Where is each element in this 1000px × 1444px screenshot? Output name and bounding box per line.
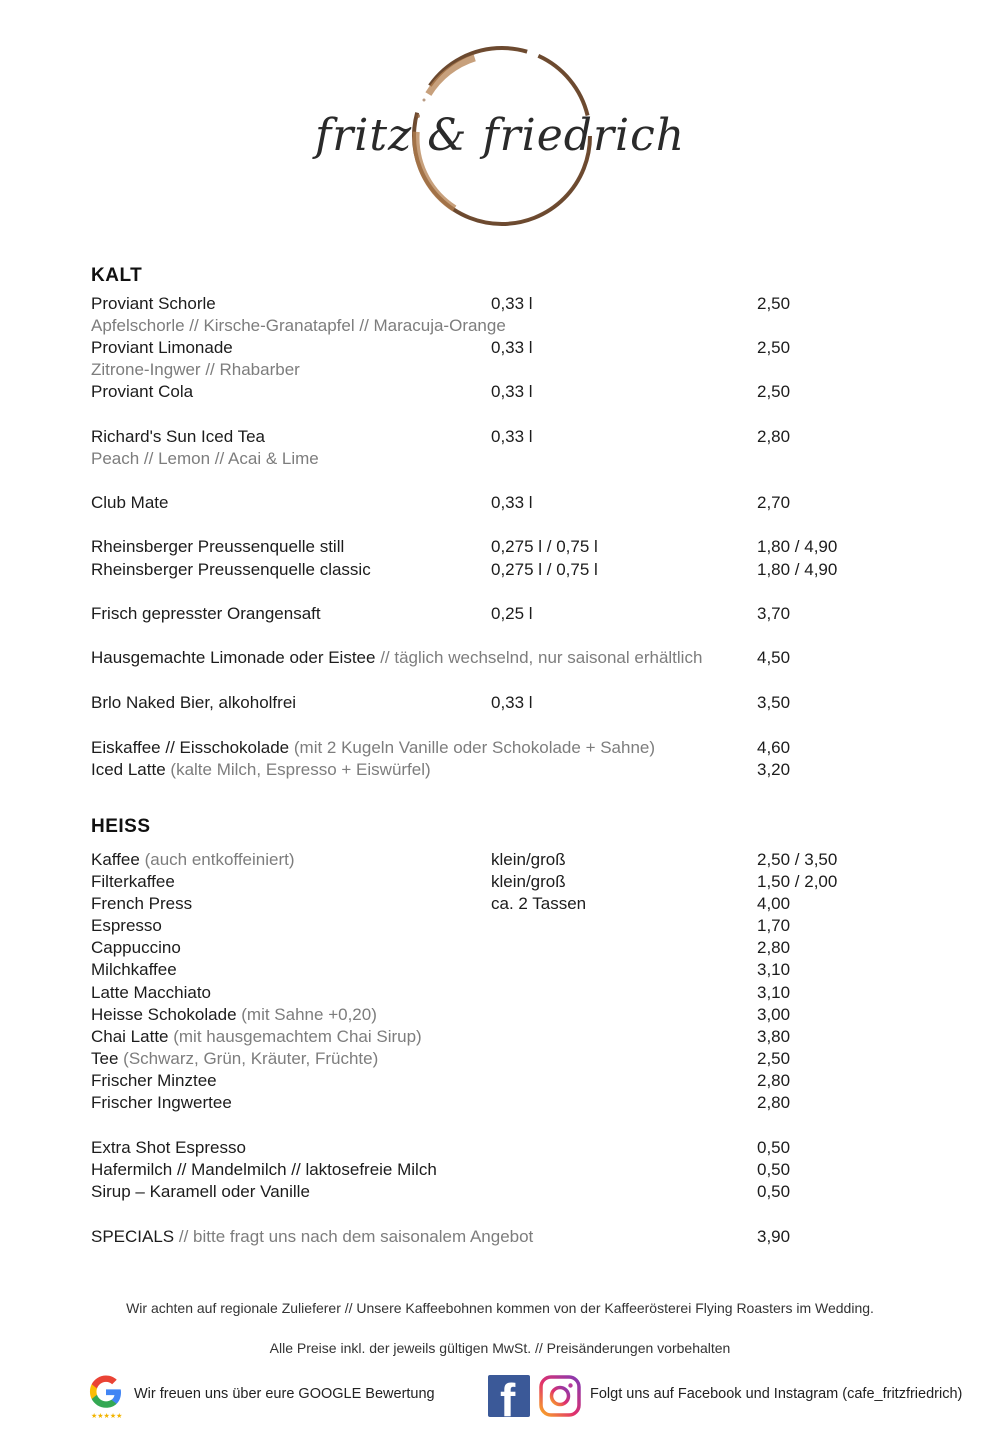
item-name: Extra Shot Espresso bbox=[91, 1138, 246, 1157]
footer-suppliers: Wir achten auf regionale Zulieferer // Unsere Kaffeebohnen kommen von der Kaffeerösterei Flying Roasters im Wedding. bbox=[126, 1300, 874, 1316]
menu-item bbox=[91, 1226, 951, 1248]
item-size: 0,33 l bbox=[491, 382, 533, 401]
item-name: Iced Latte bbox=[91, 760, 166, 779]
section-title-heiss: HEISS bbox=[91, 816, 151, 837]
logo-text: fritz & friedrich bbox=[314, 110, 686, 161]
item-note: (kalte Milch, Espresso + Eiswürfel) bbox=[170, 760, 431, 779]
google-icon[interactable] bbox=[88, 1374, 124, 1410]
menu-item bbox=[91, 871, 951, 893]
menu-item bbox=[91, 381, 951, 403]
item-name: Frischer Minztee bbox=[91, 1071, 217, 1090]
item-name: Brlo Naked Bier, alkoholfrei bbox=[91, 693, 297, 712]
item-name-with-note bbox=[91, 647, 702, 669]
item-size: 0,33 l bbox=[491, 338, 533, 357]
item-size: ca. 2 Tassen bbox=[491, 894, 587, 913]
item-name: Proviant Schorle bbox=[91, 294, 216, 313]
item-note: // täglich wechselnd, nur saisonal erhältlich bbox=[380, 648, 703, 667]
item-size: 0,275 l / 0,75 l bbox=[491, 560, 598, 579]
menu-item bbox=[91, 915, 951, 937]
item-name: Proviant Limonade bbox=[91, 338, 233, 357]
menu-item bbox=[91, 1181, 951, 1203]
item-price: 3,80 bbox=[757, 1027, 791, 1046]
item-note: (mit Sahne +0,20) bbox=[241, 1005, 377, 1024]
item-name-with-note bbox=[91, 1026, 422, 1048]
item-description: Peach // Lemon // Acai & Lime bbox=[91, 449, 319, 468]
menu-item-description bbox=[91, 315, 951, 337]
item-name: Latte Macchiato bbox=[91, 983, 212, 1002]
menu-item-description bbox=[91, 448, 951, 470]
menu-item bbox=[91, 293, 951, 315]
item-name: Hafermilch // Mandelmilch // laktosefreie Milch bbox=[91, 1160, 437, 1179]
item-price: 3,20 bbox=[757, 760, 791, 779]
item-name: Rheinsberger Preussenquelle still bbox=[91, 537, 345, 556]
item-name: Sirup – Karamell oder Vanille bbox=[91, 1182, 310, 1201]
menu-item bbox=[91, 559, 951, 581]
item-price: 2,70 bbox=[757, 493, 791, 512]
menu-item bbox=[91, 1137, 951, 1159]
item-name: French Press bbox=[91, 894, 193, 913]
item-price: 0,50 bbox=[757, 1138, 791, 1157]
menu-item bbox=[91, 1026, 951, 1048]
menu-item bbox=[91, 492, 951, 514]
social-row bbox=[88, 1372, 978, 1426]
item-price: 0,50 bbox=[757, 1160, 791, 1179]
item-price: 4,60 bbox=[757, 738, 791, 757]
item-name: Cappuccino bbox=[91, 938, 181, 957]
menu-item bbox=[91, 1092, 951, 1114]
menu-item bbox=[91, 959, 951, 981]
item-name: Espresso bbox=[91, 916, 162, 935]
item-price: 2,80 bbox=[757, 1093, 791, 1112]
item-price: 3,10 bbox=[757, 960, 791, 979]
item-price: 3,70 bbox=[757, 604, 791, 623]
item-note: // bitte fragt uns nach dem saisonalem Angebot bbox=[178, 1227, 534, 1246]
item-name: Rheinsberger Preussenquelle classic bbox=[91, 560, 371, 579]
item-price: 2,80 bbox=[757, 1071, 791, 1090]
item-price: 3,10 bbox=[757, 983, 791, 1002]
item-price: 3,00 bbox=[757, 1005, 791, 1024]
item-name-with-note bbox=[91, 1004, 377, 1026]
footer-prices: Alle Preise inkl. der jeweils gültigen MwSt. // Preisänderungen vorbehalten bbox=[269, 1340, 731, 1356]
rating-stars: ★★★★★ bbox=[91, 1413, 123, 1420]
item-name: Richard's Sun Iced Tea bbox=[91, 427, 265, 446]
item-price: 0,50 bbox=[757, 1182, 791, 1201]
item-name-with-note bbox=[91, 849, 295, 871]
facebook-icon[interactable] bbox=[488, 1374, 530, 1426]
menu-item bbox=[91, 893, 951, 915]
menu-item bbox=[91, 982, 951, 1004]
item-name: Kaffee bbox=[91, 850, 140, 869]
item-note: (mit 2 Kugeln Vanille oder Schokolade + Sahne) bbox=[293, 738, 656, 757]
item-name-with-note bbox=[91, 1226, 533, 1248]
item-name: Eiskaffee // Eisschokolade bbox=[91, 738, 290, 757]
item-size: 0,25 l bbox=[491, 604, 533, 623]
item-name-with-note bbox=[91, 759, 431, 781]
item-size: 0,275 l / 0,75 l bbox=[491, 537, 598, 556]
menu-item bbox=[91, 603, 951, 625]
item-size: 0,33 l bbox=[491, 693, 533, 712]
menu-item bbox=[91, 1159, 951, 1181]
item-price: 1,80 / 4,90 bbox=[757, 560, 838, 579]
facebook-letter: f bbox=[500, 1374, 516, 1426]
item-note: (Schwarz, Grün, Kräuter, Früchte) bbox=[123, 1049, 379, 1068]
item-description: Zitrone-Ingwer // Rhabarber bbox=[91, 360, 300, 379]
item-price: 1,80 / 4,90 bbox=[757, 537, 838, 556]
item-name: Heisse Schokolade bbox=[91, 1005, 237, 1024]
item-price: 2,80 bbox=[757, 938, 791, 957]
item-price: 2,50 bbox=[757, 1049, 791, 1068]
item-name: Frischer Ingwertee bbox=[91, 1093, 232, 1112]
menu-item-description bbox=[91, 359, 951, 381]
menu-item bbox=[91, 426, 951, 448]
menu-item bbox=[91, 1070, 951, 1092]
menu-item bbox=[91, 737, 951, 759]
item-name: Tee bbox=[91, 1049, 119, 1068]
item-name-with-note bbox=[91, 737, 655, 759]
item-name: Chai Latte bbox=[91, 1027, 169, 1046]
item-name: Proviant Cola bbox=[91, 382, 194, 401]
item-price: 2,50 / 3,50 bbox=[757, 850, 838, 869]
item-name: Frisch gepresster Orangensaft bbox=[91, 604, 321, 623]
item-price: 2,50 bbox=[757, 338, 791, 357]
item-price: 3,50 bbox=[757, 693, 791, 712]
menu-item bbox=[91, 692, 951, 714]
item-description: Apfelschorle // Kirsche-Granatapfel // Maracuja-Orange bbox=[91, 316, 506, 335]
google-review-text: Wir freuen uns über eure GOOGLE Bewertung bbox=[134, 1386, 435, 1402]
menu-item bbox=[91, 337, 951, 359]
instagram-icon[interactable] bbox=[539, 1375, 581, 1417]
item-name: Hausgemachte Limonade oder Eistee bbox=[91, 648, 376, 667]
item-price: 1,70 bbox=[757, 916, 791, 935]
menu-item bbox=[91, 759, 951, 781]
item-name: Club Mate bbox=[91, 493, 169, 512]
item-name: Filterkaffee bbox=[91, 872, 175, 891]
social-follow-text: Folgt uns auf Facebook und Instagram (cafe_fritzfriedrich) bbox=[590, 1386, 963, 1402]
item-price: 2,80 bbox=[757, 427, 791, 446]
item-price: 1,50 / 2,00 bbox=[757, 872, 838, 891]
menu-item bbox=[91, 937, 951, 959]
menu-item bbox=[91, 1004, 951, 1026]
item-price: 2,50 bbox=[757, 382, 791, 401]
item-name: Milchkaffee bbox=[91, 960, 177, 979]
item-size: 0,33 l bbox=[491, 493, 533, 512]
section-title-kalt: KALT bbox=[91, 265, 143, 286]
menu-item bbox=[91, 536, 951, 558]
menu-item bbox=[91, 1048, 951, 1070]
item-price: 3,90 bbox=[757, 1227, 791, 1246]
logo bbox=[314, 28, 686, 240]
item-size: klein/groß bbox=[491, 872, 566, 891]
item-price: 2,50 bbox=[757, 294, 791, 313]
coffee-ring-logo-icon bbox=[314, 28, 686, 240]
item-name: SPECIALS bbox=[91, 1227, 175, 1246]
item-name-with-note bbox=[91, 1048, 378, 1070]
item-price: 4,00 bbox=[757, 894, 791, 913]
item-price: 4,50 bbox=[757, 648, 791, 667]
item-size: 0,33 l bbox=[491, 294, 533, 313]
item-note: (auch entkoffeiniert) bbox=[144, 850, 295, 869]
item-size: klein/groß bbox=[491, 850, 566, 869]
menu-item bbox=[91, 647, 951, 669]
item-note: (mit hausgemachtem Chai Sirup) bbox=[173, 1027, 422, 1046]
item-size: 0,33 l bbox=[491, 427, 533, 446]
menu-item bbox=[91, 849, 951, 871]
